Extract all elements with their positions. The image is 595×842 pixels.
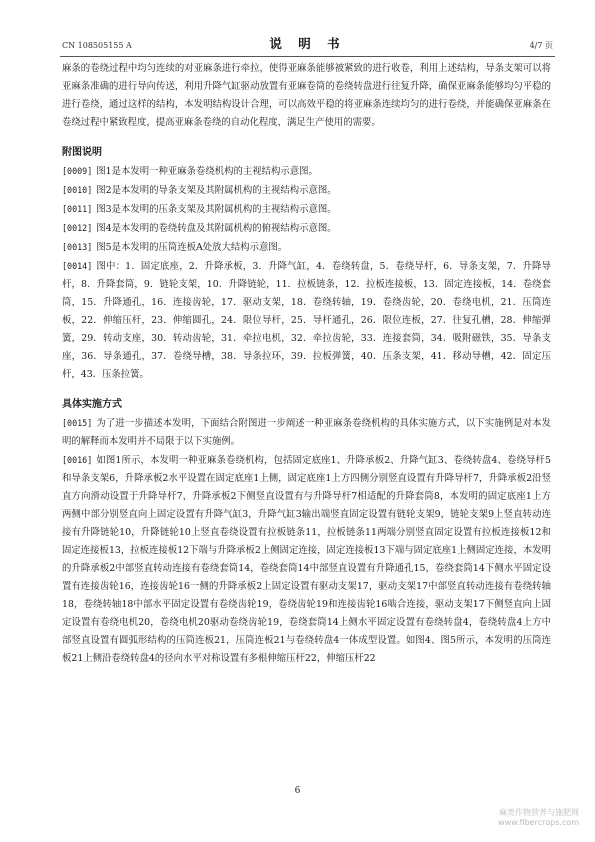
paragraph-text: 如图1所示，本发明一种亚麻条卷绕机构，包括固定底座1、升降承板2、升降气缸3、卷绕转盘4、卷绕导杆5和导条支架6，升降承板2水平设置在固定底座1上侧，固定底座1上方四侧分别竖直设置有升降导杆7，升降承板2沿竖直方向滑动设置于升降导杆7，升降承板2下侧竖直设置有与升降导杆7相适配的升降套筒8，本发明的固定底座1上方两侧中部分别竖直向上固定设置有升降气缸3，升降气缸3输出端竖直固定设置有链轮支架9，链轮支架9上竖直转动连接有升降链轮10，升降链轮10上竖直卷绕设置有拉板链条11，拉板链条11两端分别竖直固定设置有拉板连接板12和固定连接板13，拉板连接板12下端与升降承板2上侧固定连接，固定连接板13下端与固定底座1上侧固定连接，本发明的升降承板2中部竖直转动连接有卷绕套筒14，卷绕套筒14中部竖直设置有升降通孔15，卷绕套筒14下侧水平固定设置有连接齿轮16，连接齿轮16一侧的升降承板2上固定设置有驱动支架17，驱动支架17中部竖直转动连接有卷绕转轴18，卷绕转轴18中部水平固定设置有卷绕齿轮19，卷绕齿轮19和连接齿轮16啮合连接，驱动支架17下侧竖直向上固定设置有卷绕电机20，卷绕电机20驱动卷绕齿轮19，卷绕套筒14上侧水平固定设置有卷绕转盘4，卷绕转盘4上方中部竖直设置有圆弧形结构的压筒连板21，压筒连板21与卷绕转盘4一体成型设置。如图4、图5所示，本发明的压筒连板21上侧沿卷绕转盘4的径向水平对称设置有多根伸缩压杆22，伸缩压杆22: [62, 455, 551, 664]
paragraph-text: 图5是本发明的压筒连板A处放大结构示意图。: [96, 242, 288, 253]
site-watermark: [498, 808, 579, 828]
section-heading-embodiment: 具体实施方式: [62, 399, 122, 410]
paragraph-text: 图1是本发明一种亚麻条卷绕机构的主视结构示意图。: [96, 166, 318, 177]
page-number: 6: [294, 786, 301, 796]
paragraph-0009: [62, 162, 551, 181]
watermark-title: 麻类作物营养与施肥网: [499, 808, 579, 817]
paragraph-tag: [0015]: [62, 418, 93, 428]
document-body: [62, 60, 551, 668]
intro-paragraph: 麻条的卷绕过程中均匀连续的对亚麻条进行牵拉，使得亚麻条能够被紧致的进行收卷，利用上述结构，导条支架可以将亚麻条准确的进行导向传送，利用升降气缸驱动放置有亚麻卷筒的卷绕转盘进行往复升降，确保亚麻条能够均匀平稳的进行卷绕，通过这样的结构，本发明结构设计合理，可以高效平稳的将亚麻条连续均匀的进行卷绕，并能确保亚麻条在卷绕过程中紧致程度，提高亚麻条卷绕的自动化程度，满足生产使用的需要。: [62, 63, 551, 128]
paragraph-text: 图4是本发明的卷绕转盘及其附属机构的俯视结构示意图。: [96, 223, 337, 234]
paragraph-0014: [62, 257, 551, 384]
paragraph-text: 为了进一步描述本发明，下面结合附图进一步阐述一种亚麻条卷绕机构的具体实施方式，以下实施例是对本发明的解释而本发明并不局限于以下实施例。: [62, 418, 551, 447]
watermark-url: www.fibercrops.com: [498, 818, 579, 827]
paragraph-text: 图3是本发明的压条支架及其附属机构的主视结构示意图。: [96, 204, 337, 215]
paragraph-0011: [62, 200, 551, 219]
page-header: [62, 36, 553, 52]
paragraph-0013: [62, 238, 551, 257]
paragraph-text: 图中：1．固定底座，2．升降承板，3．升降气缸，4．卷绕转盘，5．卷绕导杆，6．导条支架，7．升降导杆，8．升降套筒，9．链轮支架，10．升降链轮，11．拉板链条，12．拉板连接板，13．固定连接板，14．卷绕套筒，15．升降通孔，16．连接齿轮，17．驱动支架，18．卷绕转轴，19．卷绕齿轮，20．卷绕电机，21．压筒连板，22．伸缩压杆，23．伸缩圆孔，24．限位导杆，25．导杆通孔，26．限位连板，27．往复孔槽，28．伸缩弹簧，29．转动支座，30．转动齿轮，31．牵拉电机，32．牵拉齿轮，33．连接套筒，34．吸附磁铁，35．导条支座，36．导条通孔，37．卷绕导槽，38．导条拉环，39．拉板弹簧，40．压条支架，41．移动导槽，42．固定压杆，43．压条拉簧。: [62, 261, 551, 380]
section-heading-figures: 附图说明: [62, 147, 102, 158]
paragraph-tag: [0009]: [62, 166, 93, 176]
paragraph-tag: [0012]: [62, 223, 93, 233]
paragraph-tag: [0014]: [62, 261, 93, 271]
paragraph-tag: [0013]: [62, 242, 93, 252]
paragraph-0010: [62, 181, 551, 200]
paragraph-tag: [0011]: [62, 204, 93, 214]
header-rule: [60, 56, 555, 57]
publication-number: CN 108505155 A: [62, 41, 132, 50]
paragraph-0015: [62, 414, 551, 451]
document-title: 说 明 书: [269, 36, 346, 51]
paragraph-tag: [0010]: [62, 185, 93, 195]
paragraph-0016: [62, 451, 551, 668]
page-reference: 4/7 页: [529, 41, 553, 50]
paragraph-text: 图2是本发明的导条支架及其附属机构的主视结构示意图。: [96, 185, 337, 196]
paragraph-0012: [62, 219, 551, 238]
paragraph-tag: [0016]: [62, 455, 93, 465]
